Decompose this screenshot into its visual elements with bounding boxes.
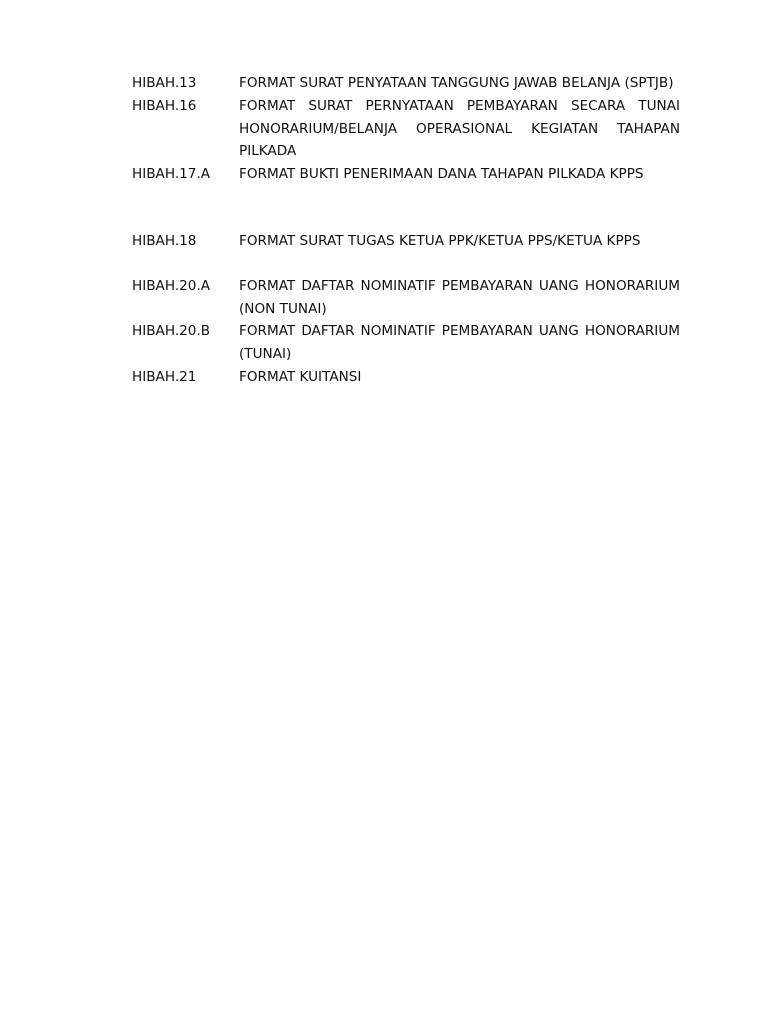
entry-code: HIBAH.17.A [132, 166, 211, 183]
entry-title: FORMAT BUKTI PENERIMAAN DANA TAHAPAN PILKADA KPPS [239, 166, 644, 183]
list-item [132, 320, 680, 366]
entry-code: HIBAH.18 [132, 232, 197, 249]
list-item [132, 95, 680, 163]
list-item [132, 163, 680, 186]
entry-title: FORMAT SURAT TUGAS KETUA PPK/KETUA PPS/KETUA KPPS [239, 232, 641, 249]
list-item [132, 366, 680, 389]
list-item [132, 72, 680, 95]
entry-code: HIBAH.13 [132, 75, 197, 91]
list-item [132, 275, 680, 321]
entry-title: FORMAT DAFTAR NOMINATIF PEMBAYARAN UANG HONORARIUM (NON TUNAI) [239, 277, 680, 317]
entry-code: HIBAH.20.A [132, 277, 211, 294]
list-item [132, 230, 680, 253]
entry-title: FORMAT SURAT PENYATAAN TANGGUNG JAWAB BELANJA (SPTJB) [239, 75, 674, 91]
document-list [132, 72, 680, 389]
entry-title: FORMAT SURAT PERNYATAAN PEMBAYARAN SECARA TUNAI HONORARIUM/BELANJA OPERASIONAL KEGIATAN TAHAPAN PILKADA [239, 97, 680, 160]
entry-title: FORMAT KUITANSI [239, 368, 362, 385]
entry-code: HIBAH.16 [132, 97, 197, 114]
entry-code: HIBAH.21 [132, 368, 197, 385]
entry-title: FORMAT DAFTAR NOMINATIF PEMBAYARAN UANG HONORARIUM (TUNAI) [239, 323, 680, 363]
entry-code: HIBAH.20.B [132, 323, 211, 340]
